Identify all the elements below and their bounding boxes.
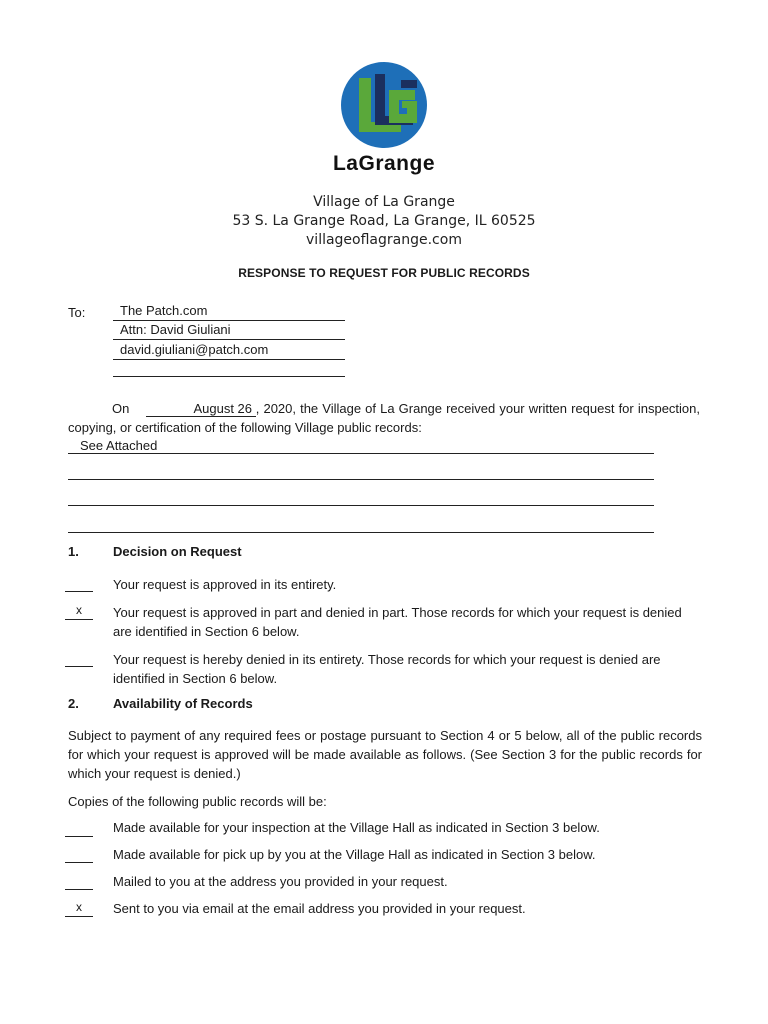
la-grange-logo — [339, 60, 429, 150]
section-2-number: 2. — [68, 696, 79, 711]
section-2-paragraph: Subject to payment of any required fees or postage pursuant to Section 4 or 5 below, all of the public records for which your request is approved will be made available as follows. (See Section 3 for the public records for which your request is denied.) — [68, 728, 702, 781]
logo-word-second: Grange — [358, 152, 436, 175]
section-2-option-2-checkbox[interactable] — [65, 847, 93, 863]
section-1-option-1-checkbox[interactable] — [65, 576, 93, 592]
logo-word-first: La — [332, 152, 359, 175]
section-2-option-4-text: Sent to you via email at the email address you provided in your request. — [113, 901, 526, 916]
document-title: RESPONSE TO REQUEST FOR PUBLIC RECORDS — [238, 266, 530, 280]
org-name: Village of La Grange — [313, 194, 455, 210]
records-line-1 — [68, 453, 654, 454]
logo-wordmark — [0, 152, 768, 176]
recipient-line-4 — [113, 359, 345, 377]
request-date: August 26 — [146, 402, 256, 417]
section-2-option-2-text: Made available for pick up by you at the Village Hall as indicated in Section 3 below. — [113, 847, 596, 862]
section-1-option-1-text: Your request is approved in its entirety. — [113, 577, 337, 592]
recipient-line-3: david.giuliani@patch.com — [113, 342, 345, 360]
section-1-option-2-text: Your request is approved in part and denied in part. Those records for which your request is denied are identified in Section 6 below. — [113, 605, 682, 639]
section-2-title: Availability of Records — [113, 696, 253, 711]
recipient-line-2: Attn: David Giuliani — [113, 322, 345, 340]
section-2-option-3-checkbox[interactable] — [65, 874, 93, 890]
org-website: villageoflagrange.com — [306, 232, 462, 248]
section-1-number: 1. — [68, 544, 79, 559]
section-2-option-4-checkbox[interactable]: x — [65, 901, 93, 917]
org-address: 53 S. La Grange Road, La Grange, IL 60525 — [232, 213, 536, 229]
letterhead — [0, 193, 768, 250]
requested-records: See Attached — [80, 438, 158, 453]
section-2-option-1-checkbox[interactable] — [65, 821, 93, 837]
logo-emblem-icon — [339, 60, 429, 150]
recipient-line-1: The Patch.com — [113, 303, 345, 321]
section-1-option-3-checkbox[interactable] — [65, 651, 93, 667]
records-line-4 — [68, 532, 654, 533]
intro-paragraph: On August 26 , 2020, the Village of La Grange received your written request for inspection, copying, or certification of the following Village public records: — [68, 401, 700, 435]
section-1-option-2-checkbox[interactable]: x — [65, 604, 93, 620]
section-2-option-3-text: Mailed to you at the address you provided in your request. — [113, 874, 448, 889]
section-2-option-1-text: Made available for your inspection at the Village Hall as indicated in Section 3 below. — [113, 820, 600, 835]
section-2-subheading: Copies of the following public records will be: — [68, 794, 327, 809]
section-1-option-3-text: Your request is hereby denied in its entirety. Those records for which your request is denied are identified in Section 6 below. — [113, 652, 661, 686]
records-line-3 — [68, 505, 654, 506]
records-line-2 — [68, 479, 654, 480]
to-label: To: — [68, 305, 86, 320]
section-1-title: Decision on Request — [113, 544, 242, 559]
